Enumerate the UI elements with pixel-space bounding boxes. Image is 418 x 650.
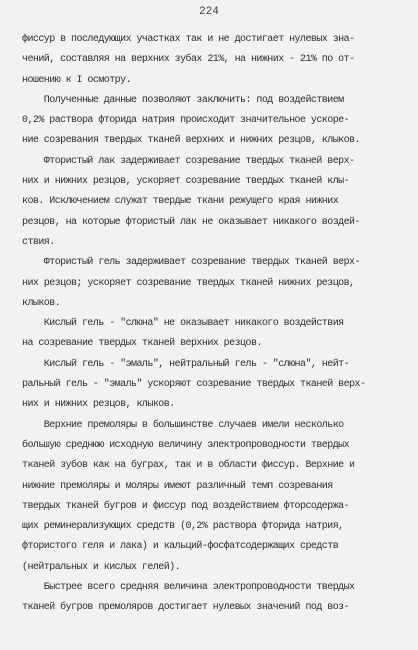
text-line: клыков. [22,297,61,309]
text-line: (нейтральных и кислых гелей). [22,561,181,573]
text-line: Кислый гель - "эмаль", нейтральный гель - "слюна", нейт- [22,358,350,370]
body-text [22,30,398,619]
text-line: ральный гель - "эмаль" ускоряют созревание твердых тканей верх- [22,379,366,391]
text-line: 0,2% раствора фторида натрия происходит значительное ускоре- [22,115,350,127]
text-line: резцов, на которые фтористый лак не оказывает никакого воздей- [22,216,360,228]
text-line: твердых тканей бугров и фиссур под воздействием фторсодержа- [22,500,350,512]
text-line: Фтористый лак задерживает созревание твердых тканей верх- [22,155,355,167]
text-line: Фтористый гель задерживает созревание твердых тканей верх- [22,257,360,269]
text-line: ствия. [22,236,55,248]
text-line: тканей бугров премоляров достигает нулевых значений под воз- [22,602,350,614]
text-line: фтористого геля и лака) и кальций-фосфатсодержащих средств [22,541,339,553]
text-line: большую среднюю исходную величину электропроводности твердых [22,439,350,451]
text-line: них и нижних резцов, ускоряет созревание твердых тканей клы- [22,176,350,188]
text-line: них резцов; ускоряет созревание твердых тканей нижних резцов, [22,277,355,289]
text-line: Полученные данные позволяют заключить: под воздействием [22,94,344,106]
text-line: них и нижних резцов, клыков. [22,399,175,411]
text-line: на созревание твердых тканей верхних резцов. [22,338,262,350]
text-line: Верхние премоляры в большинстве случаев имели несколько [22,419,344,431]
text-line: ношению к I осмотру. [22,74,132,86]
text-line: Кислый гель - "слюна" не оказывает никакого воздействия [22,318,344,330]
text-line: ние созревания твердых тканей верхних и нижних резцов, клыков. [22,135,360,147]
text-line: щих реминерализующих средств (0,2% раствора фторида натрия, [22,521,344,533]
text-line: ков. Исключением служат твердые ткани режущего края нижних [22,196,339,208]
text-line: тканей зубов как на буграх, так и в области фиссур. Верхние и [22,460,355,472]
text-line: фиссур в последующих участках так и не достигает нулевых зна- [22,34,355,45]
text-line: чений, составляя на верхних зубах 21%, на нижних - 21% по от- [22,54,355,66]
page-number: 224 [199,6,219,18]
text-line: Быстрее всего средняя величина электропроводности твердых [22,582,355,594]
text-line: нижние премоляры и моляры имеют различный темп созревания [22,480,333,492]
